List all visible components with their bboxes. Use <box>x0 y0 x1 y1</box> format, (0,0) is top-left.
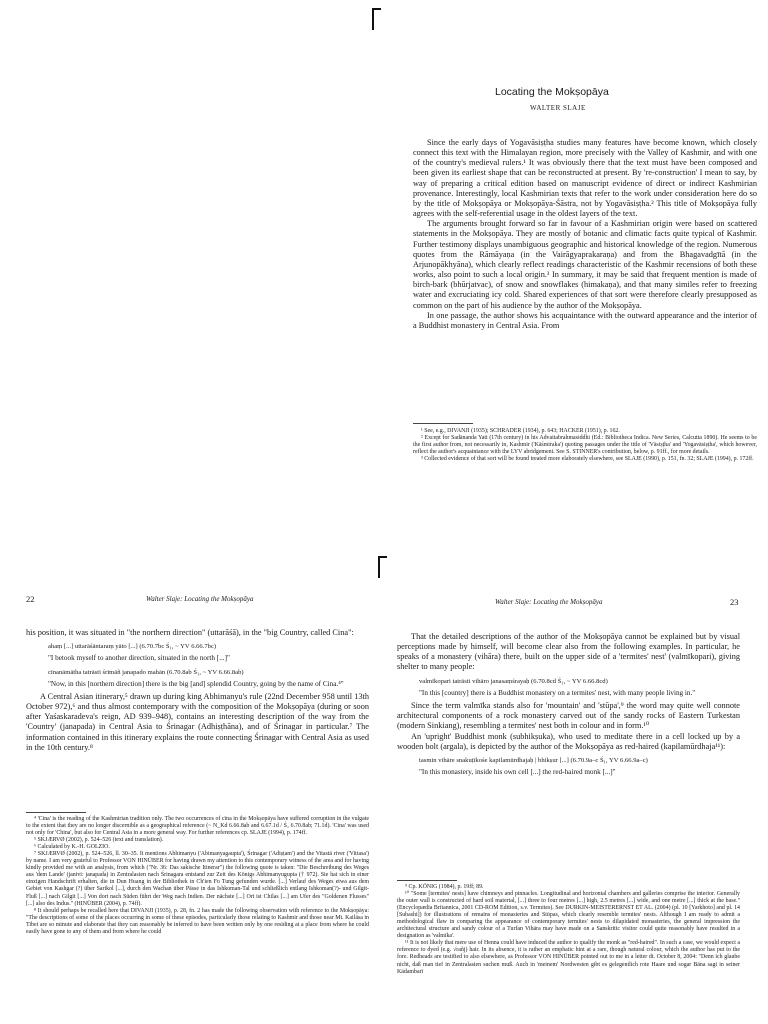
page22-body <box>26 628 369 753</box>
footnote: ⁹ Cp. KÖNIG (1984), p. 19ff; 89. <box>405 884 484 890</box>
page-number-23: 23 <box>730 597 739 607</box>
crop-mark-top <box>372 8 374 30</box>
page22-paragraph: A Central Asian itinerary,⁵ drawn up during king Abhimanyu's rule (22nd December 958 until 13th October 972),⁶ and thus almost contemporary with the composition of the Mokṣopāya (during or soon after Yaśaskaradeva's reign, AD 939–948), contains an interesting description of the way from the 'Country' (janapada) in Central Asia to Śrinagar (Adhiṣṭhāna), and of Śrinagar in particular.⁷ The information contained in this itinerary explains the route connecting Śrinagar with Central Asia as used in the 10th century.⁸ <box>26 691 369 752</box>
running-head-23: Walter Slaje: Locating the Mokṣopāya <box>495 598 603 606</box>
crop-mark-middle <box>378 556 380 578</box>
page23-footnote-rule <box>397 880 457 881</box>
footnote: ¹ See, e.g., DIVANJI (1935); SCHRADER (1934), p. 643; HACKER (1951), p. 162. <box>421 428 620 434</box>
footnote: ² Except for Sadānanda Yati (17th century) in his Advaitabrahmasiddhi (Ed.: Bibliotheca Indica. New Series, Calcutta 1890). He seems to be the first author from, not necessarily in, Kashmir ('Kāśmiraka') quoting passages under the title of 'Vāsiṣṭha' and 'Yogavāsiṣṭha', which however, reflect the author's acquaintance with the LYV abridgement. See S. STINNER's contribution, below, p. 91ff., for more details. <box>413 435 757 456</box>
page23-paragraph: That the detailed descriptions of the author of the Mokṣopāya cannot be explained but by visual perceptions made by himself, will become clear also from the following examples. In particular, he speaks of a monastery (vihāra) there, built on the upper side of a 'termites' nest' (valmīkopari), giving shelter to many people: <box>397 632 740 672</box>
crop-mark-middle-foot <box>378 556 387 558</box>
page23-paragraph: Since the term valmīka stands also for 'mountain' and 'stūpa',⁹ the word may quite well connote architectural components of a rock monastery carved out of the sandy rocks of Eastern Turkestan (modern Sinkiang), resembling a termites' nest both in colour and in form.¹⁰ <box>397 701 740 731</box>
page22-footnotes <box>26 816 369 936</box>
footnote: ⁶ Calculated by K.-H. GOLZIO. <box>34 844 110 851</box>
crop-mark-top-foot <box>372 8 381 10</box>
footnote: ¹⁰ "Some [termites' nests] have chimneys and pinnacles. Longitudinal and horizontal chambers and galleries comprise the interior. Generally the outer wall is constructed of hard soil material, [...] three to four metres [...] high, 2.5 metres [...] wide, and one metre [...] thick at the base." (Encyclopædia Britannica, 2001 CD-ROM Edition, s.v. Termites). See DURKIN-MEISTERERNST ET AL. (2004) (pl. 10 [Yarkhoto] and pl. 14 [Subashi]) for illustrations of remains of monasteries and Stūpas, which clearly resemble termites' nests. Although I am ready to admit a methodological flaw in comparing the appearance of contemporary termites' nests to dilapidated monasteries, the general impression the architectural structure and sandy colour of a Turfan Vihāra may have made on a Sanskritic visitor could quite reasonably have resulted in a designation as 'valmīka'. <box>397 891 740 940</box>
page1-paragraph: Since the early days of Yogavāsiṣṭha studies many features have become known, which closely connect this text with the Himalayan region, more precisely with the Valley of Kashmir, and with one of the country's medieval rulers.¹ It was obviously there that the text must have been composed and been given its earliest shape that can be reconstructed at present. By 're-construction' I mean to say, by way of preparing a critical edition based on manuscript evidence of direct or indirect Kashmirian provenance. Interestingly, local Kashmirian texts that refer to the work under consideration here do so by the title of Mokṣopāya or Mokṣopāya-Śāstra, not by Yogavāsiṣṭha.² This title of Mokṣopāya fully agrees with the self-referential usage in the oldest layers of the text. <box>413 138 757 219</box>
page22-footnote-rule <box>26 812 86 813</box>
footnote: ⁸ It should perhaps be recalled here that DIVANJI (1935), p. 28, fn. 2 has made the following observation with reference to the Mokṣopāya: "The descriptions of some of the places occurring in some of these episodes, particularly those relating to Kashmir and those near Mt. Kailāsa in Tibet are so minute and elaborate that they can reasonably be inferred to have been written only by one residing at a place from where he could easily have gone to any of them and from where he could <box>26 907 369 935</box>
page23-footnotes <box>397 884 740 976</box>
quote-translation: "In this monastery, inside his own cell [...] the red-haired monk [...]" <box>419 767 616 776</box>
footnote: ⁷ SKJÆRVØ (2002), p. 524–526, ll. 30–35. It mentions Abhimanyu ('Abimanyagaupta'), Śrinagar ('Adiṣṭam') and the Vitastā river ('Vittasa') by name. I am very grateful to Professor VON HINÜBER for having drawn my attention to this contemporary witness of the area and for having kindly provided me with an analysis, from which ("Nr. 36: Das sakische Itinerar") the following quote is taken: "Die Beschreibung des Weges aus 'dem Lande' (janivi: janapada) in Zentralasien nach Śrinagara entstand zur Zeit des Königs Abhimanyugupta († 972). Sie hat sich in einer einzigen Handschrift erhalten, die in Dun Huang in der Bibliothek in Ch'ien Fo Tung gefunden wurde. [...] Verlauf des Weges etwa aus dem Gebiet von Kashgar (?) über Sarikol [...], durch den Wachan über Pässe in das Ishkoman-Tal und schließlich entlang Ishkoman(?)- und Gilgit-Fluß [...] nach Gilgit [...] Von dort nach Süden führt der Weg nach Indien. Der nächste [...] Ort ist Chilas [...] am Ufer des "Goldenen Flusses" [...] also des Indus." (HINÜBER (2004), p. 74ff). <box>26 851 369 907</box>
quote-translation: "In this [country] there is a Buddhist monastery on a termites' nest, with many people living in." <box>419 688 696 697</box>
article-title: Locating the Mokṣopāya <box>495 86 609 98</box>
quote-translation: "Now, in this [northern direction] there is the big [and] splendid Country, going by the name of Cina.⁴" <box>48 679 344 688</box>
page1-body <box>413 138 757 331</box>
footnote: ⁴ 'Cina' is the reading of the Kashmirian tradition only. The two occurrences of cīna in the Mokṣopāya have suffered corruption in the vulgate to the extent that they are no longer discernible as a geographical reference (~ N_Kd 6.66.8ab and 6.67.1d / Ś₁ 6.70.8ab; 71.1d). 'Cina' was used not only for 'China', but also for Central Asia in a more general way. For further references cp. SLAJE (1994), p. 174ff. <box>26 816 369 837</box>
page1-paragraph: In one passage, the author shows his acquaintance with the outward appearance and the interior of a Buddhist monastery in Central Asia. From <box>413 310 757 330</box>
page-number-22: 22 <box>26 594 35 604</box>
article-author: WALTER SLAJE <box>530 104 586 112</box>
page22-opening: his position, it was situated in "the northern direction" (uttarāśā), in the "big Country, called Cina": <box>26 628 354 637</box>
page1-paragraph: The arguments brought forward so far in favour of a Kashmirian origin were based on scattered statements in the Mokṣopāya. They are mostly of botanic and climatic facts quite typical of Kashmir. Further testimony displays unambiguous geographic and historical knowledge of the region. Numerous quotes from the Rāmāyaṇa (in the Vairāgyaprakaraṇa) and from the Bhagavadgītā (in the Arjunopākhyāna), which clearly reflect readings characteristic of the Kashmir recensions of both these works, also point to such a local origin.³ In summary, it may be said that frequent mention is made of birch-bark (bhūrjatvac), of snow and snowflakes (himakaṇa), and that many similes refer to freezing water and excruciating icy cold. Shared experiences of that sort were therefore clearly presupposed as common on the part of his audience by the author of the Mokṣopāya. <box>413 219 757 310</box>
page23-paragraph: An 'upright' Buddhist monk (subhikṣuka), who used to meditate there in a cell locked up by a wooden bolt (argala), is depicted by the author of the Mokṣopāya as red-haired (kapilamūrdhaja¹¹): <box>397 731 740 751</box>
page23-body <box>397 632 740 780</box>
quote-translation: "I betook myself to another direction, situated in the north [...]" <box>48 654 230 663</box>
footnote: ⁵ SKJÆRVØ (2002), p. 524–526 (text and translation). <box>34 837 164 844</box>
sanskrit-quote: ahaṃ [...] uttarāśāntaraṃ yāto [...] (6.70.7bc Ś₁, ~ YV 6.66.7bc) <box>48 643 217 651</box>
sanskrit-quote: tasmin vihāre snakuṭīkośe kapilamūrdhajaḥ | bhikṣur [...] (6.70.9a–c Ś₁, YV 6.66.9a–c) <box>419 756 648 764</box>
sanskrit-quote: valmīkopari tatrāsti vihāro janasaṃśrayaḥ (6.70.8cd Ś₁, ~ YV 6.66.8cd) <box>419 677 608 685</box>
footnote: ¹¹ It is not likely that mere use of Henna could have induced the author to qualify the monk as "red-haired". In such a case, we would expect a reference to dyed (e.g. √rañj) hair. In its absence, it is rather an emphatic hint at a rare, though natural colour, which the author has put to the fore. Redheads are testified to also elsewhere, as Professor VON HINÜBER pointed out to me in a letter dt. October 8, 2004: "Denn ich glaube nicht, daß man tief in Zentralasien suchen muß. Auch in 'meinem' Nordwesten gibt es gelegentlich rote Haare und sogar Bäna sagt in seiner Kādambarī <box>397 940 740 975</box>
running-head-22: Walter Slaje: Locating the Mokṣopāya <box>146 595 254 603</box>
page1-footnote-rule <box>413 423 473 424</box>
page1-footnotes <box>413 428 757 463</box>
sanskrit-quote: cīnanāmātha tatrāsti śrīmāñ janapado mahān (6.70.8ab Ś₁, ~ YV 6.66.8ab) <box>48 668 244 676</box>
footnote: ³ Collected evidence of that sort will be found treated more elaborately elsewhere, see SLAJE (1990), p. 151, fn. 32; SLAJE (1994), p. 172ff. <box>421 456 754 463</box>
